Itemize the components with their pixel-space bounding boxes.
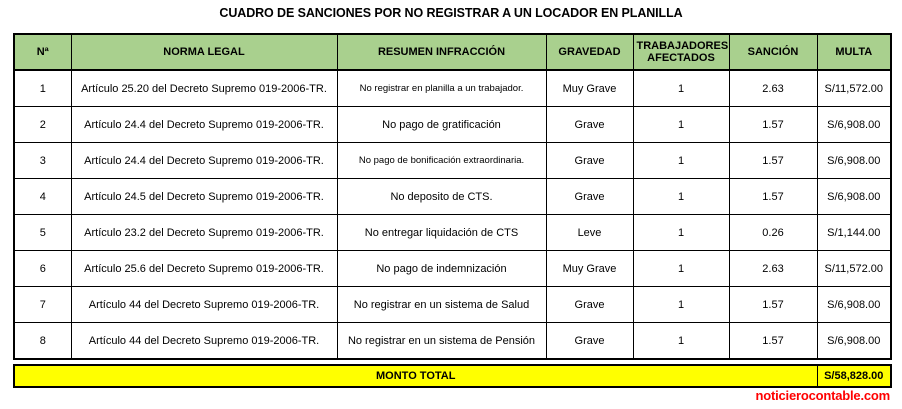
column-header-sancion: SANCIÓN [729, 34, 817, 70]
cell-trabajadores-afectados: 1 [633, 143, 729, 179]
cell-resumen-infraccion: No pago de indemnización [337, 251, 546, 287]
cell-multa: S/6,908.00 [817, 287, 891, 323]
cell-norma-legal: Artículo 25.20 del Decreto Supremo 019-2006-TR. [71, 70, 337, 107]
total-table [13, 364, 892, 388]
table-row [14, 323, 891, 360]
cell-trabajadores-afectados: 1 [633, 107, 729, 143]
cell-resumen-infraccion: No registrar en planilla a un trabajador. [337, 70, 546, 107]
cell-trabajadores-afectados: 1 [633, 215, 729, 251]
cell-gravedad: Muy Grave [546, 251, 633, 287]
cell-gravedad: Grave [546, 287, 633, 323]
cell-norma-legal: Artículo 23.2 del Decreto Supremo 019-2006-TR. [71, 215, 337, 251]
cell-trabajadores-afectados: 1 [633, 251, 729, 287]
column-header-trabajadores-afectados [633, 34, 729, 70]
cell-sancion: 1.57 [729, 107, 817, 143]
cell-resumen-infraccion: No entregar liquidación de CTS [337, 215, 546, 251]
total-row [14, 365, 891, 387]
table-row [14, 179, 891, 215]
column-header-norma-legal: NORMA LEGAL [71, 34, 337, 70]
cell-norma-legal: Artículo 24.4 del Decreto Supremo 019-2006-TR. [71, 143, 337, 179]
table-header [14, 34, 891, 70]
table-row [14, 107, 891, 143]
sanctions-table-container [13, 33, 890, 360]
cell-resumen-infraccion: No pago de bonificación extraordinaria. [337, 143, 546, 179]
cell-multa: S/6,908.00 [817, 143, 891, 179]
cell-numero: 2 [14, 107, 71, 143]
cell-sancion: 1.57 [729, 287, 817, 323]
cell-resumen-infraccion: No registrar en un sistema de Pensión [337, 323, 546, 360]
cell-numero: 8 [14, 323, 71, 360]
cell-resumen-infraccion: No deposito de CTS. [337, 179, 546, 215]
table-body [14, 70, 891, 359]
table-row [14, 70, 891, 107]
table-row [14, 287, 891, 323]
page-title: CUADRO DE SANCIONES POR NO REGISTRAR A UN LOCADOR EN PLANILLA [219, 6, 683, 20]
cell-gravedad: Grave [546, 323, 633, 360]
cell-multa: S/6,908.00 [817, 107, 891, 143]
watermark: noticierocontable.com [755, 388, 890, 403]
column-header-gravedad: GRAVEDAD [546, 34, 633, 70]
cell-sancion: 1.57 [729, 179, 817, 215]
cell-gravedad: Muy Grave [546, 70, 633, 107]
cell-gravedad: Grave [546, 107, 633, 143]
total-value: S/58,828.00 [817, 365, 891, 387]
column-header-multa: MULTA [817, 34, 891, 70]
cell-gravedad: Grave [546, 179, 633, 215]
cell-trabajadores-afectados: 1 [633, 323, 729, 360]
table-row [14, 251, 891, 287]
cell-norma-legal: Artículo 24.4 del Decreto Supremo 019-2006-TR. [71, 107, 337, 143]
cell-norma-legal: Artículo 44 del Decreto Supremo 019-2006-TR. [71, 323, 337, 360]
trabajadores-line-2: AFECTADOS [647, 52, 715, 64]
cell-trabajadores-afectados: 1 [633, 70, 729, 107]
column-header-resumen-infraccion: RESUMEN INFRACCIÓN [337, 34, 546, 70]
cell-gravedad: Leve [546, 215, 633, 251]
trabajadores-line-1: TRABAJADORES [636, 40, 729, 52]
cell-numero: 4 [14, 179, 71, 215]
cell-trabajadores-afectados: 1 [633, 179, 729, 215]
cell-sancion: 2.63 [729, 70, 817, 107]
cell-gravedad: Grave [546, 143, 633, 179]
cell-norma-legal: Artículo 24.5 del Decreto Supremo 019-2006-TR. [71, 179, 337, 215]
cell-multa: S/6,908.00 [817, 323, 891, 360]
cell-norma-legal: Artículo 44 del Decreto Supremo 019-2006-TR. [71, 287, 337, 323]
total-label: MONTO TOTAL [14, 365, 817, 387]
column-header-numero: Nª [14, 34, 71, 70]
cell-sancion: 0.26 [729, 215, 817, 251]
cell-multa: S/1,144.00 [817, 215, 891, 251]
cell-numero: 6 [14, 251, 71, 287]
cell-resumen-infraccion: No pago de gratificación [337, 107, 546, 143]
cell-numero: 3 [14, 143, 71, 179]
sanctions-table [13, 33, 892, 360]
cell-sancion: 2.63 [729, 251, 817, 287]
cell-numero: 5 [14, 215, 71, 251]
cell-resumen-infraccion: No registrar en un sistema de Salud [337, 287, 546, 323]
total-row-container [13, 364, 890, 388]
cell-norma-legal: Artículo 25.6 del Decreto Supremo 019-2006-TR. [71, 251, 337, 287]
cell-multa: S/11,572.00 [817, 251, 891, 287]
cell-multa: S/11,572.00 [817, 70, 891, 107]
cell-numero: 1 [14, 70, 71, 107]
table-header-row [14, 34, 891, 70]
cell-trabajadores-afectados: 1 [633, 287, 729, 323]
cell-sancion: 1.57 [729, 323, 817, 360]
table-row [14, 143, 891, 179]
cell-numero: 7 [14, 287, 71, 323]
cell-sancion: 1.57 [729, 143, 817, 179]
table-row [14, 215, 891, 251]
cell-multa: S/6,908.00 [817, 179, 891, 215]
